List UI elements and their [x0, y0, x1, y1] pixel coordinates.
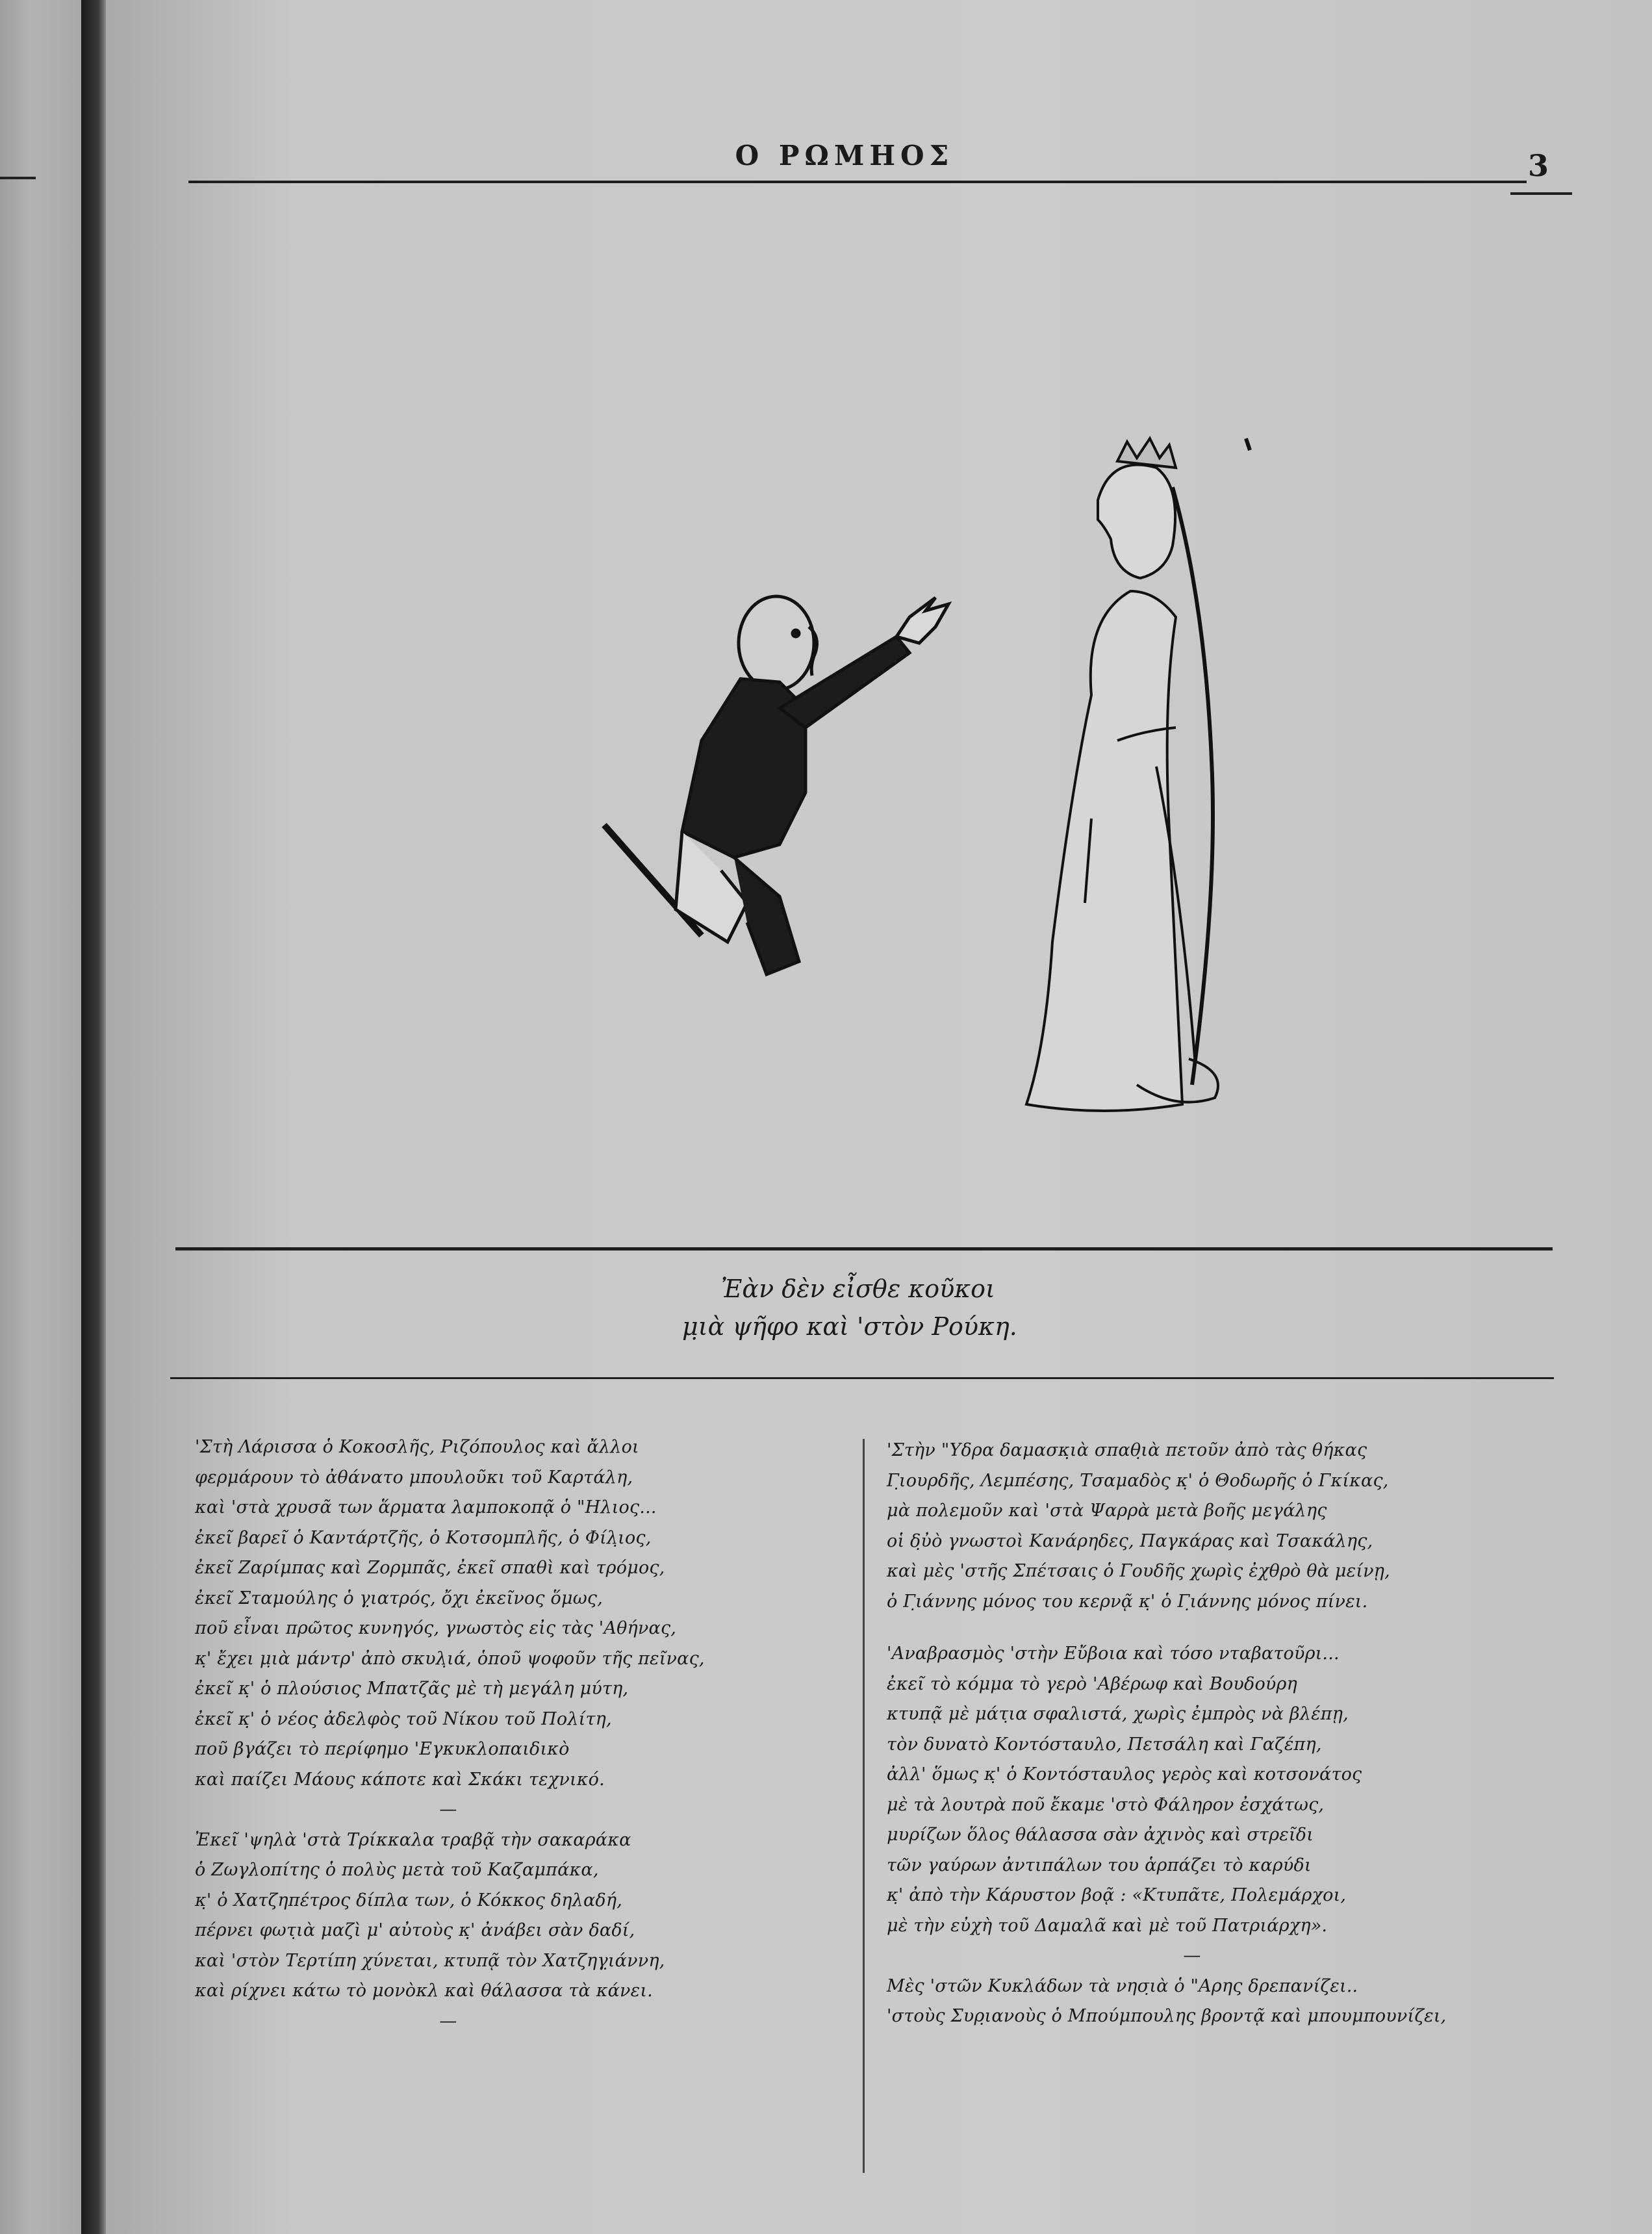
right-column-poem	[887, 1436, 1549, 2032]
speck-mark	[1246, 438, 1250, 450]
page-number: 3	[1528, 148, 1549, 183]
poem-line: καὶ μὲς 'στῆς Σπέτσαις ὁ Γουδῆς χωρὶς ἐχθρὸ θὰ μείνῃ,	[887, 1561, 1390, 1581]
poem-line: 'Στὴ Λάρισσα ὁ Κοκοσλῆς, Ριζόπουλος καὶ ἄλλοι	[195, 1437, 639, 1457]
poem-line: ἐκεῖ τὸ κόμμα τὸ γερὸ 'Αβέρωφ καὶ Βουδούρη	[887, 1673, 1297, 1694]
poem-line: Μὲς 'στῶν Κυκλάδων τὰ νησ̣ιὰ ὁ "Αρης δρεπανίζει..	[887, 1975, 1358, 1996]
previous-page-rule	[0, 177, 36, 179]
poem-line: ἐκεῖ Σταμούλης ὁ γ̣ιατρός, ὄχι ἐκεῖνος ὅμως,	[195, 1588, 604, 1608]
poem-line: κ̣' ἀπὸ τὴν Κάρυστον βοᾷ : «Κτυπᾶτε, Πολεμάρχοι,	[887, 1885, 1347, 1905]
stanza-gap	[887, 1617, 1549, 1639]
poem-line: ὁ Γ̣ιάννης μόνος του κερνᾷ κ̣' ὁ Γ̣ιάννης μόνος πίνει.	[887, 1591, 1368, 1612]
poem-line: κτυπᾷ μὲ μάτ̣ια σφαλιστά, χωρὶς ἐμπρὸς νὰ βλέπῃ,	[887, 1704, 1349, 1724]
poem-line: ὁ Ζωγλοπίτης ὁ πολὺς μετὰ τοῦ Καζαμπάκα,	[195, 1860, 599, 1880]
poem-line: κ̣' ἔχει μ̣ιὰ μάντρ' ἀπὸ σκυλ̣ιά, ὁποῦ ψοφοῦν τῆς πεῖνας,	[195, 1648, 705, 1669]
cartoon-caption	[682, 1270, 1137, 1345]
standing-woman-figure	[1026, 438, 1218, 1111]
poem-line: φερμάρουν τὸ ἀθάνατο μπουλοῦκι τοῦ Καρτάλη,	[195, 1467, 633, 1488]
poem-line: οἱ δ̣ὐὸ γνωστοὶ Κανάρηδες, Παγκάρας καὶ Τσακάλης,	[887, 1530, 1373, 1551]
poem-line: τὸν δυνατὸ Κοντόσταυλο, Πετσάλη καὶ Γαζέπη,	[887, 1734, 1322, 1755]
kneeling-man-figure	[604, 596, 948, 974]
header-rule	[188, 181, 1527, 183]
caption-line-2: μ̣ιὰ ψῆφο καὶ 'στὸν Ρούκη.	[682, 1312, 1017, 1341]
poem-line: 'Αναβρασμὸς 'στὴν Εὔβοια καὶ τόσο νταβατοῦρι...	[887, 1644, 1340, 1664]
newspaper-title: Ο ΡΩΜΗΟΣ	[735, 140, 954, 171]
poem-line: καὶ παίζει Μάους κάποτε καὶ Σκάκι τεχνικό.	[195, 1769, 605, 1790]
poem-line: ποῦ εἶναι πρῶτος κυνηγός, γνωστὸς εἰς τὰς 'Αθήνας,	[195, 1618, 677, 1638]
poem-line: καὶ 'στὸν Τερτίπη χύνεται, κτυπᾷ τὸν Χατζηγ̣ιάννη,	[195, 1950, 665, 1971]
stanza-separator: —	[439, 1799, 457, 1820]
poem-line: ἐκεῖ Ζαρίμπας καὶ Ζορμπᾶς, ἐκεῖ σπαθὶ καὶ τρόμος,	[195, 1558, 665, 1578]
poem-line: ἐκεῖ κ̣' ὁ νέος ἀδελφὸς τοῦ Νίκου τοῦ Πολίτη,	[195, 1708, 612, 1729]
column-divider	[863, 1439, 865, 2173]
poem-line: ἐκεῖ βαρεῖ ὁ Καντάρτζῆς, ὁ Κοτσομπλῆς, ὁ Φίλ̣ιος,	[195, 1527, 652, 1548]
poem-line: ἀλλ' ὅμως κ̣' ὁ Κοντόσταυλος γερὸς καὶ κοτσονάτος	[887, 1764, 1362, 1784]
poem-line: πέρνει φωτ̣ιὰ μαζὶ μ' αὐτοὺς κ̣' ἀνάβει σὰν δαδί,	[195, 1920, 635, 1940]
poem-line: Ἐκεῖ 'ψηλὰ 'στὰ Τρίκκαλα τραβᾷ τὴν σακαράκα	[195, 1829, 631, 1850]
poem-line: μὲ τὰ λουτρὰ ποῦ ἔκαμε 'στὸ Φάληρον ἐσχάτως,	[887, 1794, 1325, 1815]
poem-line: Γ̣ιουρδῆς, Λεμπέσης, Τσαμαδὸς κ̣' ὁ Θοδωρῆς ὁ Γκίκας,	[887, 1470, 1389, 1491]
poem-line: μυρίζων ὅλος θάλασσα σὰν ἀχινὸς καὶ στρεῖδι	[887, 1825, 1314, 1845]
poem-line: ποῦ βγάζει τὸ περίφημο 'Εγκυκλοπαιδικὸ	[195, 1739, 570, 1759]
poem-line: ἐκεῖ κ̣' ὁ πλούσιος Μπατζᾶς μὲ τὴ μεγάλη μύτη,	[195, 1679, 629, 1699]
stanza-separator: —	[439, 2011, 457, 2031]
poem-line: μὰ πολεμοῦν καὶ 'στὰ Ψαρρὰ μετὰ βοῆς μεγάλης	[887, 1501, 1327, 1521]
poem-line: καὶ 'στὰ χρυσᾶ των ἅρματα λαμποκοπᾷ ὁ "Ηλιος...	[195, 1497, 657, 1517]
caption-bottom-rule	[170, 1377, 1554, 1379]
caption-line-1: Ἐὰν δὲν εἶσθε κοῦκοι	[721, 1275, 995, 1303]
poem-line: κ̣' ὁ Χατζηπέτρος δίπλα των, ὁ Κόκκος δηλαδή,	[195, 1890, 623, 1910]
poem-line: καὶ ρίχνει κάτω τὸ μονὸκλ καὶ θάλασσα τὰ κάνει.	[195, 1981, 653, 2001]
cartoon-illustration	[442, 403, 1325, 1130]
poem-line: μὲ τὴν εὐχὴ τοῦ Δαμαλᾶ καὶ μὲ τοῦ Πατριάρχη».	[887, 1915, 1328, 1936]
poem-line: τῶν γαύρων ἀντιπάλων του ἁρπάζει τὸ καρύδι	[887, 1855, 1312, 1875]
caption-top-rule	[175, 1247, 1553, 1250]
left-column-poem	[195, 1432, 845, 2037]
poem-line: 'Στὴν "Υδρα δαμασκ̣ιὰ σπαθ̣ιὰ πετοῦν ἀπὸ τὰς θήκας	[887, 1440, 1367, 1460]
stanza-separator: —	[1183, 1946, 1201, 1966]
header-rule-right	[1510, 192, 1572, 195]
previous-page-edge	[0, 0, 81, 2234]
poem-line: 'στοὺς Συρ̣ιανοὺς ὁ Μπούμπουλης βροντᾷ καὶ μπουμπουνίζει,	[887, 2006, 1447, 2026]
book-gutter	[81, 0, 106, 2234]
